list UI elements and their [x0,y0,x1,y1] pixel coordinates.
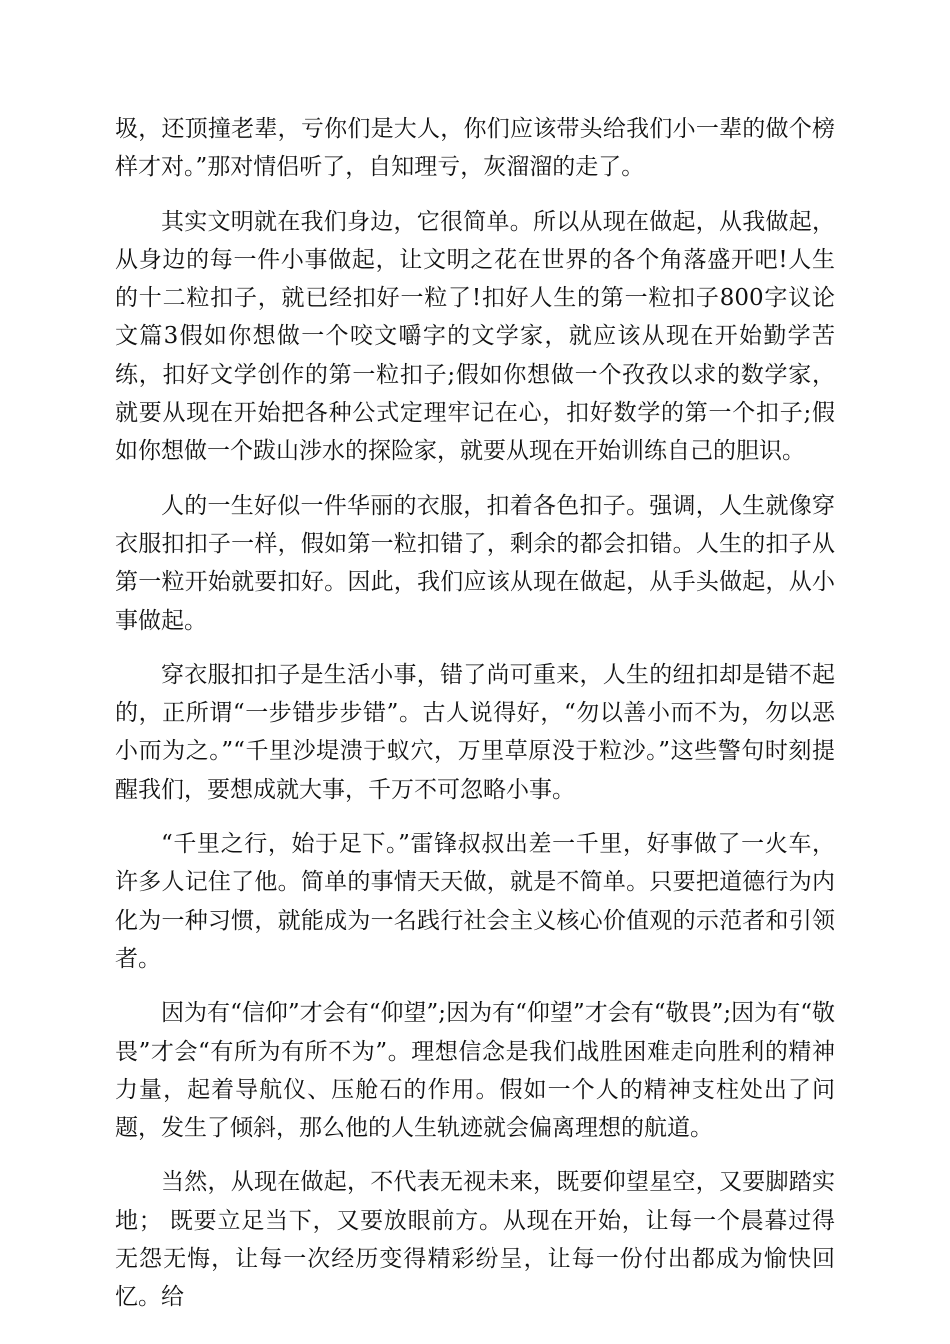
paragraph-continuation: 圾，还顶撞老辈，亏你们是大人，你们应该带头给我们小一辈的做个榜样才对。”那对情侣听了，自知理亏，灰溜溜的走了。 [115,116,835,181]
paragraph: “千里之行，始于足下。”雷锋叔叔出差一千里，好事做了一火车，许多人记住了他。简单的事情天天做，就是不简单。只要把道德行为内化为一种习惯，就能成为一名践行社会主义核心价值观的示范者和引领者。 [115,831,835,972]
paragraph: 当然，从现在做起，不代表无视未来，既要仰望星空，又要脚踏实地； 既要立足当下，又要放眼前方。从现在开始，让每一个晨暮过得无怨无悔，让每一次经历变得精彩纷呈，让每一份付出都成为愉快回忆。给 [115,1169,835,1311]
paragraph: 人的一生好似一件华丽的衣服，扣着各色扣子。强调，人生就像穿衣服扣扣子一样，假如第一粒扣错了，剩余的都会扣错。人生的扣子从第一粒开始就要扣好。因此，我们应该从现在做起，从手头做起，从小事做起。 [115,492,835,634]
document-page [115,110,835,1333]
paragraph: 穿衣服扣扣子是生活小事，错了尚可重来，人生的纽扣却是错不起的，正所谓“一步错步步错”。古人说得好，“勿以善小而不为，勿以恶小而为之。”“千里沙堤溃于蚁穴，万里草原没于粒沙。”这些警句时刻提醒我们，要想成就大事，千万不可忽略小事。 [115,661,835,803]
paragraph: 其实文明就在我们身边，它很简单。所以从现在做起，从我做起，从身边的每一件小事做起，让文明之花在世界的各个角落盛开吧!人生的十二粒扣子，就已经扣好一粒了!扣好人生的第一粒扣子800字议论文篇3假如你想做一个咬文嚼字的文学家，就应该从现在开始勤学苦练，扣好文学创作的第一粒扣子;假如你想做一个孜孜以求的数学家，就要从现在开始把各种公式定理牢记在心，扣好数学的第一个扣子;假如你想做一个跋山涉水的探险家，就要从现在开始训练自己的胆识。 [115,208,835,465]
paragraph: 因为有“信仰”才会有“仰望”;因为有“仰望”才会有“敬畏”;因为有“敬畏”才会“有所为有所不为”。理想信念是我们战胜困难走向胜利的精神力量，起着导航仪、压舱石的作用。假如一个人的精神支柱处出了问题，发生了倾斜，那么他的人生轨迹就会偏离理想的航道。 [115,1000,835,1142]
